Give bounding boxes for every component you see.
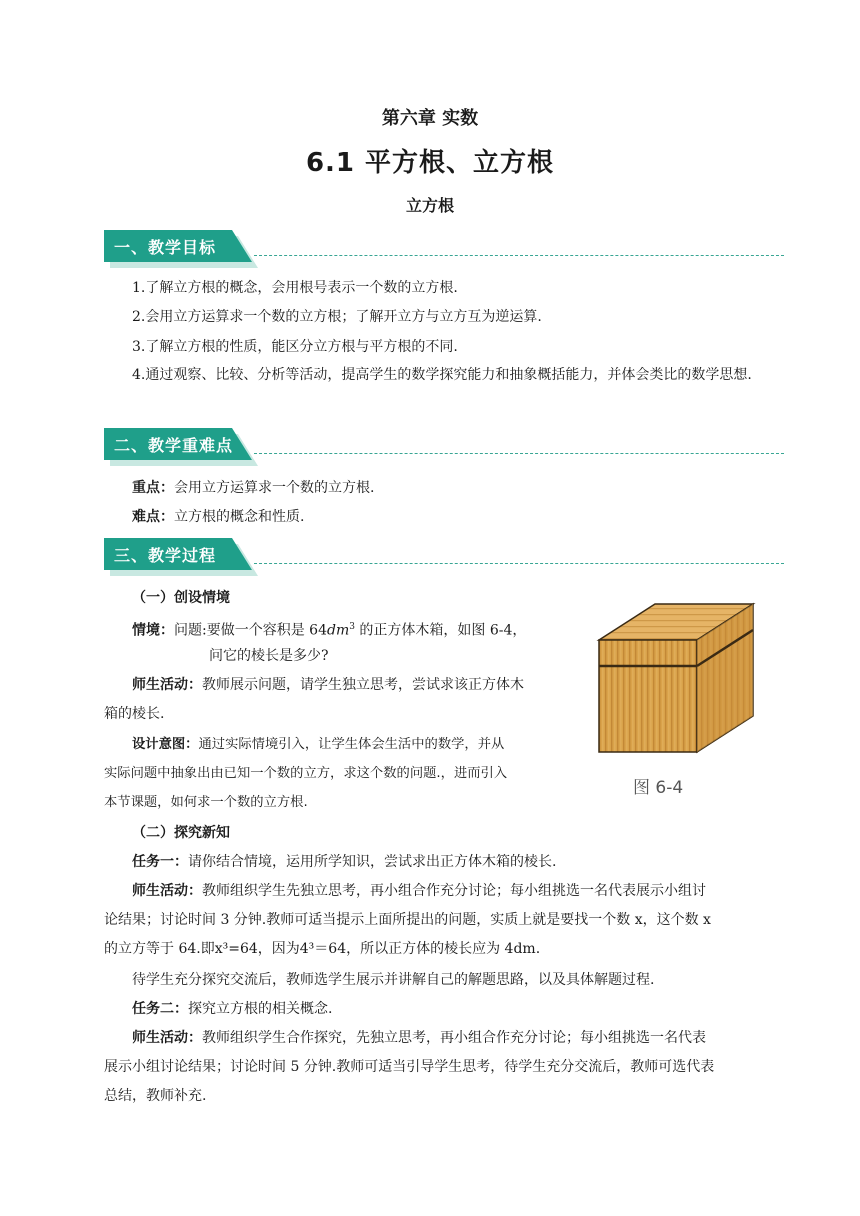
task-2 bbox=[132, 999, 332, 1019]
wooden-box-figure bbox=[593, 602, 761, 802]
figure-caption: 图 6-4 bbox=[633, 778, 684, 798]
activity-2-text: 教师组织学生先独立思考，再小组合作充分讨论；每小组挑选一名代表展示小组讨 bbox=[202, 883, 706, 899]
task-1-label: 任务一： bbox=[132, 854, 188, 870]
activity-3-label: 师生活动： bbox=[132, 1030, 202, 1046]
section-label: 三、教学过程 bbox=[114, 546, 217, 565]
task-1-text: 请你结合情境，运用所学知识，尝试求出正方体木箱的棱长. bbox=[188, 854, 557, 870]
key-label: 重点： bbox=[132, 480, 174, 496]
difficult-text: 立方根的概念和性质. bbox=[174, 509, 305, 525]
activity-2-label: 师生活动： bbox=[132, 883, 202, 899]
part2-title: （二）探究新知 bbox=[132, 825, 230, 841]
activity-2 bbox=[132, 881, 706, 901]
scene-exponent: 3 bbox=[349, 622, 355, 632]
objective-3: 3.了解立方根的性质，能区分立方根与平方根的不同. bbox=[132, 339, 458, 355]
section-header-objectives bbox=[104, 230, 784, 266]
difficult-label: 难点： bbox=[132, 509, 174, 525]
dashed-rule bbox=[254, 255, 784, 256]
scene-line-2: 问它的棱长是多少? bbox=[209, 648, 329, 664]
dashed-rule bbox=[254, 453, 784, 454]
activity-2-line-3: 的立方等于 64.即x³=64，因为4³＝64，所以正方体的棱长应为 4dm. bbox=[104, 941, 541, 957]
objective-2: 2.会用立方运算求一个数的立方根；了解开立方与立方互为逆运算. bbox=[132, 309, 542, 325]
activity-text: 教师展示问题，请学生独立思考，尝试求该正方体木 bbox=[202, 677, 524, 693]
activity-label: 师生活动： bbox=[132, 677, 202, 693]
section-header-keypoints bbox=[104, 428, 784, 464]
design-text: 通过实际情境引入，让学生体会生活中的数学，并从 bbox=[198, 737, 505, 752]
activity-3 bbox=[132, 1028, 706, 1048]
scene-unit: dm bbox=[326, 622, 350, 639]
key-point bbox=[132, 478, 374, 498]
chapter-title: 第六章 实数 bbox=[381, 108, 479, 129]
scene-text-a: 问题:要做一个容积是 64 bbox=[174, 622, 327, 639]
objective-1: 1.了解立方根的概念，会用根号表示一个数的立方根. bbox=[132, 280, 458, 296]
task-2-label: 任务二： bbox=[132, 1001, 188, 1017]
design-intent bbox=[132, 735, 504, 755]
difficult-point bbox=[132, 507, 304, 527]
lesson-subtitle: 立方根 bbox=[405, 196, 454, 215]
design-label: 设计意图： bbox=[132, 737, 199, 752]
dashed-rule bbox=[254, 563, 784, 564]
scene-label: 情境： bbox=[132, 622, 174, 639]
activity-3-line-3: 总结，教师补充. bbox=[104, 1088, 207, 1104]
section-label: 二、教学重难点 bbox=[114, 436, 234, 455]
activity-2-line-4: 待学生充分探究交流后，教师选学生展示并讲解自己的解题思路，以及具体解题过程. bbox=[132, 972, 655, 988]
objective-4: 4.通过观察、比较、分析等活动，提高学生的数学探究能力和抽象概括能力，并体会类比的数学思想. bbox=[132, 367, 752, 383]
box-front-face bbox=[599, 640, 697, 752]
scene-text-b: 的正方体木箱，如图 6-4， bbox=[354, 622, 527, 639]
scene-line-1 bbox=[132, 617, 526, 641]
activity-3-line-2: 展示小组讨论结果；讨论时间 5 分钟.教师可适当引导学生思考，待学生充分交流后，教师可选代表 bbox=[104, 1059, 715, 1075]
part1-title: （一）创设情境 bbox=[132, 590, 230, 606]
lesson-title: 6.1 平方根、立方根 bbox=[305, 148, 555, 178]
section-label: 一、教学目标 bbox=[114, 238, 217, 257]
activity-1 bbox=[132, 675, 524, 695]
activity-3-text: 教师组织学生合作探究，先独立思考，再小组合作充分讨论；每小组挑选一名代表 bbox=[202, 1030, 706, 1046]
section-header-process bbox=[104, 538, 784, 574]
task-2-text: 探究立方根的相关概念. bbox=[188, 1001, 333, 1017]
design-line-3: 本节课题，如何求一个数的立方根. bbox=[104, 795, 308, 810]
activity-2-line-2: 论结果；讨论时间 3 分钟.教师可适当提示上面所提出的问题，实质上就是要找一个数 x，这个数 x bbox=[104, 912, 711, 928]
activity-1-line-2: 箱的棱长. bbox=[104, 706, 165, 722]
task-1 bbox=[132, 852, 556, 872]
design-line-2: 实际问题中抽象出由已知一个数的立方，求这个数的问题.，进而引入 bbox=[104, 766, 508, 781]
key-text: 会用立方运算求一个数的立方根. bbox=[174, 480, 375, 496]
